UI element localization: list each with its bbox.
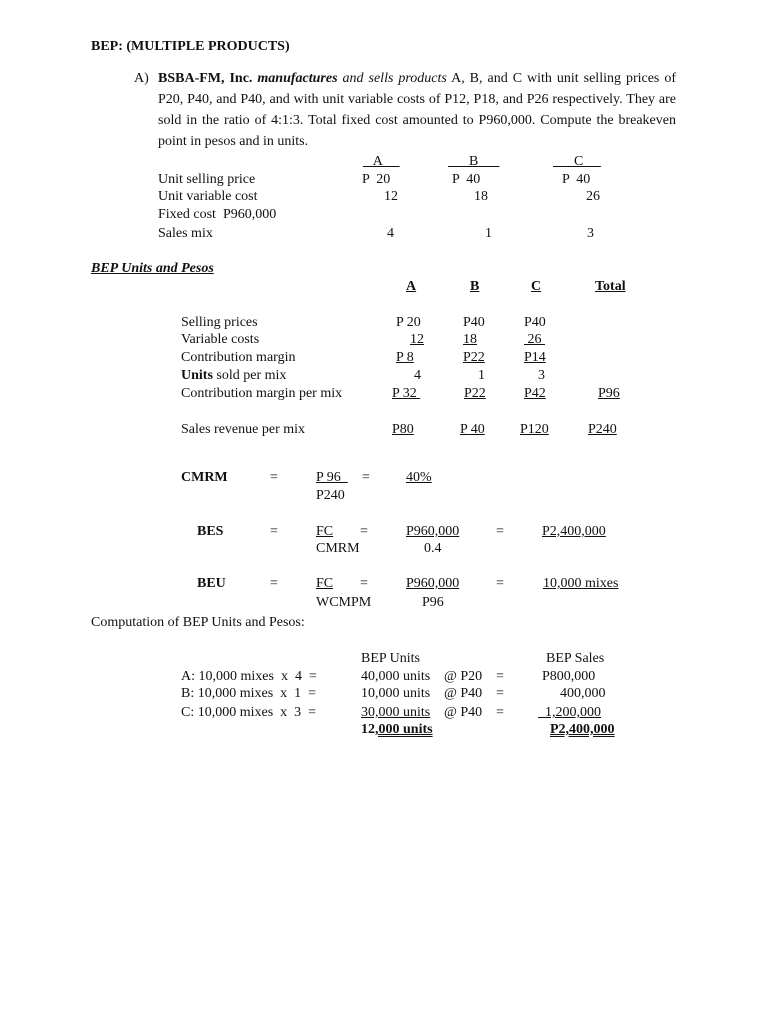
cell-c: P40 — [524, 315, 546, 330]
formula-label: BES — [197, 524, 224, 539]
revenue-c: P120 — [520, 422, 549, 437]
cell-b: 18 — [463, 332, 477, 347]
cell-a: P 8 — [396, 350, 414, 365]
equals-sign: = — [360, 576, 368, 591]
given-label: Unit variable cost — [158, 189, 258, 204]
computation-row-label: C: 10,000 mixes x 3 = — [181, 705, 317, 720]
equals-sign: = — [362, 470, 370, 485]
formula-result: 40% — [406, 470, 432, 485]
cell-b: P40 — [463, 315, 485, 330]
problem-body: A, B, and C with unit selling prices of P20, P40, and P40, and with unit variable costs of P12, P18, and P26 respectively. They are sold in the ratio of 4:1:3. Total fixed cost amounted to P960,000. Compute the breakeven point in pesos and in units. — [158, 71, 677, 149]
fraction-numerator: P 96 — [316, 470, 348, 485]
row-label: Units sold per mix — [181, 368, 287, 383]
revenue-b: P 40 — [460, 422, 485, 437]
given-label: Fixed cost P960,000 — [158, 207, 277, 222]
equals-sign: = — [270, 470, 278, 485]
bep-sales-value: 400,000 — [560, 686, 606, 701]
cell-c: 26 — [524, 332, 545, 347]
total-bep-units: 12,000 units — [361, 722, 433, 737]
given-a-value: 4 — [387, 226, 394, 241]
equals-sign: = — [496, 524, 504, 539]
cell-a: 4 — [414, 368, 421, 383]
row-label: Contribution margin — [181, 350, 296, 365]
cell-c: P42 — [524, 386, 546, 401]
given-col-c: C — [574, 154, 584, 169]
fraction-denominator: WCMPM — [316, 595, 372, 610]
formula-result: P2,400,000 — [542, 524, 606, 539]
cell-b: P22 — [463, 350, 485, 365]
formula-label: CMRM — [181, 470, 228, 485]
given-label: Sales mix — [158, 226, 213, 241]
row-label: Contribution margin per mix — [181, 386, 343, 401]
given-label: Unit selling price — [158, 172, 256, 187]
given-col-b: B — [469, 154, 479, 169]
equals-sign: = — [496, 669, 504, 684]
cell-c: 3 — [538, 368, 545, 383]
cell-b: 1 — [478, 368, 485, 383]
equals-sign: = — [496, 705, 504, 720]
problem-italic: and sells products — [342, 71, 447, 86]
fraction-numerator: FC — [316, 576, 334, 591]
bep-units-value: 40,000 units — [361, 669, 431, 684]
given-b-value: 18 — [474, 189, 488, 204]
unit-price: @ P40 — [444, 686, 483, 701]
equals-sign: = — [270, 524, 278, 539]
column-header-b: B — [470, 279, 480, 294]
equals-sign: = — [496, 686, 504, 701]
page-title: BEP: (MULTIPLE PRODUCTS) — [91, 39, 290, 54]
bep-sales-value: 1,200,000 — [538, 705, 601, 720]
unit-price: @ P20 — [444, 669, 483, 684]
given-a-value: P 20 — [362, 172, 391, 187]
computation-row-label: B: 10,000 mixes x 1 = — [181, 686, 317, 701]
value-numerator: P960,000 — [406, 576, 460, 591]
computation-row-label: A: 10,000 mixes x 4 = — [181, 669, 317, 684]
problem-text — [158, 68, 676, 152]
cell-a: 12 — [410, 332, 424, 347]
cell-a: P 20 — [396, 315, 421, 330]
cell-b: P22 — [464, 386, 486, 401]
revenue-a: P80 — [392, 422, 414, 437]
given-c-value: 26 — [586, 189, 600, 204]
fraction-numerator: FC — [316, 524, 334, 539]
equals-sign: = — [496, 576, 504, 591]
given-c-value: P 40 — [562, 172, 591, 187]
column-header-total: Total — [595, 279, 626, 294]
cell-a: P 32 — [392, 386, 421, 401]
fraction-denominator: P240 — [316, 488, 345, 503]
given-c-value: 3 — [587, 226, 594, 241]
column-header-bep-sales: BEP Sales — [546, 651, 605, 666]
column-header-bep-units: BEP Units — [361, 651, 420, 666]
total-bep-sales: P2,400,000 — [550, 722, 615, 737]
formula-label: BEU — [197, 576, 226, 591]
computation-heading: Computation of BEP Units and Pesos: — [91, 615, 305, 630]
given-b-value: P 40 — [452, 172, 481, 187]
value-numerator: P960,000 — [406, 524, 460, 539]
company-name: BSBA-FM, Inc. — [158, 71, 253, 86]
bep-sales-value: P800,000 — [542, 669, 596, 684]
equals-sign: = — [270, 576, 278, 591]
given-b-value: 1 — [485, 226, 492, 241]
value-denominator: P96 — [422, 595, 444, 610]
unit-price: @ P40 — [444, 705, 483, 720]
column-header-a: A — [406, 279, 417, 294]
bep-units-value: 30,000 units — [361, 705, 431, 720]
value-denominator: 0.4 — [424, 541, 442, 556]
given-a-value: 12 — [384, 189, 398, 204]
row-label: Selling prices — [181, 315, 258, 330]
revenue-total: P240 — [588, 422, 617, 437]
problem-marker: A) — [134, 71, 149, 86]
given-col-a: A — [372, 154, 383, 169]
section-heading: BEP Units and Pesos — [91, 261, 214, 276]
problem-verb: manufactures — [257, 71, 338, 86]
fraction-denominator: CMRM — [316, 541, 360, 556]
row-label: Variable costs — [181, 332, 260, 347]
row-label: Sales revenue per mix — [181, 422, 306, 437]
formula-result: 10,000 mixes — [543, 576, 619, 591]
bep-units-value: 10,000 units — [361, 686, 431, 701]
cell-c: P14 — [524, 350, 546, 365]
equals-sign: = — [360, 524, 368, 539]
column-header-c: C — [531, 279, 542, 294]
cell-total: P96 — [598, 386, 620, 401]
